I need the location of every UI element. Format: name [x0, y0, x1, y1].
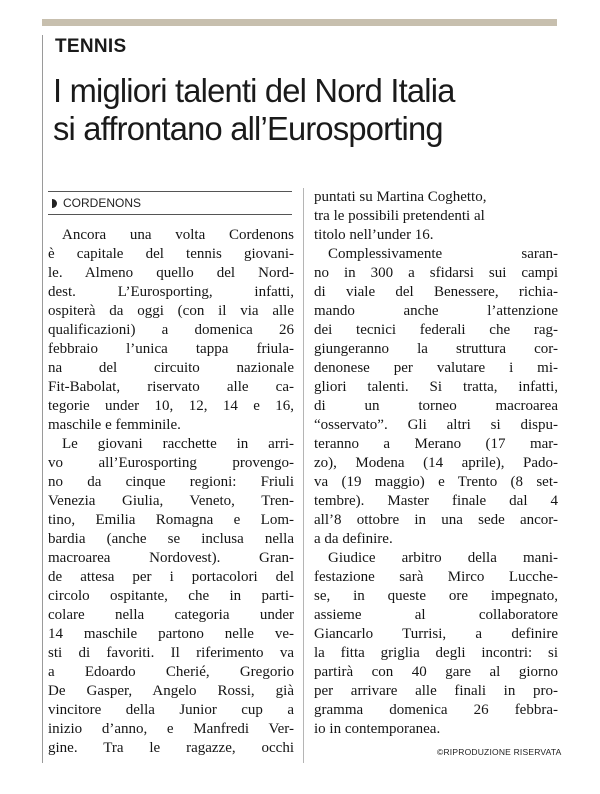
article-line: qualificazioni) a domenica 26	[48, 322, 294, 338]
article-line: assieme al collaboratore	[314, 607, 558, 623]
article-line: all’8 ottobre in una sede ancor-	[314, 512, 558, 528]
article-line: no da cinque regioni: Friuli	[48, 474, 294, 490]
article-line: tino, Emilia Romagna e Lom-	[48, 512, 294, 528]
article-line: Le giovani racchette in arri-	[62, 436, 294, 452]
article-line: Giudice arbitro della mani-	[328, 550, 558, 566]
article-line: è capitale del tennis giovani-	[48, 246, 294, 262]
article-line: circolo ospitante, che in parti-	[48, 588, 294, 604]
article-line: Giancarlo Turrisi, a definire	[314, 626, 558, 642]
article-line: 14 maschile partono nelle ve-	[48, 626, 294, 642]
dateline	[48, 191, 292, 215]
article-line: titolo nell’under 16.	[314, 227, 434, 243]
article-line: la fitta griglia degli incontri: si	[314, 645, 558, 661]
article-line: io in contemporanea.	[314, 721, 441, 737]
article-line: a da definire.	[314, 531, 393, 547]
article-line: puntati su Martina Coghetto,	[314, 189, 487, 205]
copyright-notice: ©RIPRODUZIONE RISERVATA	[437, 747, 562, 757]
article-line: macroarea Nordovest). Gran-	[48, 550, 294, 566]
article-line: maschile e femminile.	[48, 417, 181, 433]
article-line: Ancora una volta Cordenons	[62, 227, 294, 243]
article-line: dest. L’Eurosporting, infatti,	[48, 284, 294, 300]
article-line: se, in queste ore impegnato,	[314, 588, 558, 604]
article-line: inizio d’anno, e Manfredi Ver-	[48, 721, 294, 737]
article-column-1	[48, 226, 294, 758]
article-line: teranno a Merano (17 mar-	[314, 436, 558, 452]
article-line: va (19 maggio) e Trento (8 set-	[314, 474, 558, 490]
article-line: a Edoardo Cherié, Gregorio	[48, 664, 294, 680]
article-line: Fit-Babolat, riservato alle ca-	[48, 379, 294, 395]
article-line: dei tecnici federali che rag-	[314, 322, 558, 338]
article-line: mando anche l’attenzione	[314, 303, 558, 319]
article-column-2	[314, 188, 558, 739]
section-label: TENNIS	[55, 36, 127, 57]
headline-line-1: I migliori talenti del Nord Italia	[53, 72, 455, 109]
article-line: vo all’Eurosporting provengo-	[48, 455, 294, 471]
article-line: na del circuito nazionale	[48, 360, 294, 376]
article-line: sti di favoriti. Il riferimento va	[48, 645, 294, 661]
headline	[53, 72, 558, 148]
article-line: denonese per valutare i mi-	[314, 360, 558, 376]
top-color-bar	[42, 19, 557, 26]
dateline-marker-icon	[52, 199, 57, 208]
article-line: festazione sarà Mirco Lucche-	[314, 569, 558, 585]
article-line: le. Almeno quello del Nord-	[48, 265, 294, 281]
article-line: partirà con 40 gare al giorno	[314, 664, 558, 680]
headline-line-2: si affrontano all’Eurosporting	[53, 110, 443, 147]
article-line: Complessivamente saran-	[328, 246, 558, 262]
article-line: gliori talenti. Si tratta, infatti,	[314, 379, 558, 395]
article-line: bardia (anche se inclusa nella	[48, 531, 294, 547]
column-divider	[303, 188, 304, 763]
dateline-text: CORDENONS	[63, 196, 142, 210]
article-line: colare nella categoria under	[48, 607, 294, 623]
article-line: zo), Modena (14 aprile), Pado-	[314, 455, 558, 471]
article-line: “osservato”. Gli altri si dispu-	[314, 417, 558, 433]
article-line: vincitore della Junior cup a	[48, 702, 294, 718]
article-line: per arrivare alle finali in pro-	[314, 683, 558, 699]
left-margin-rule	[42, 35, 43, 763]
article-line: tembre). Master finale dal 4	[314, 493, 558, 509]
article-line: de attesa per i portacolori del	[48, 569, 294, 585]
article-line: tegorie under 10, 12, 14 e 16,	[48, 398, 294, 414]
article-line: tra le possibili pretendenti al	[314, 208, 485, 224]
article-line: no in 300 a sfidarsi sui campi	[314, 265, 558, 281]
article-line: di un torneo macroarea	[314, 398, 558, 414]
article-line: gramma domenica 26 febbra-	[314, 702, 558, 718]
article-line: febbraio l’unica tappa friula-	[48, 341, 294, 357]
article-line: ospiterà da oggi (con il via alle	[48, 303, 294, 319]
article-line: di viale del Benessere, richia-	[314, 284, 558, 300]
article-line: giungeranno la struttura cor-	[314, 341, 558, 357]
article-line: gine. Tra le ragazze, occhi	[48, 740, 294, 756]
article-line: Venezia Giulia, Veneto, Tren-	[48, 493, 294, 509]
article-line: De Gasper, Angelo Rossi, già	[48, 683, 294, 699]
